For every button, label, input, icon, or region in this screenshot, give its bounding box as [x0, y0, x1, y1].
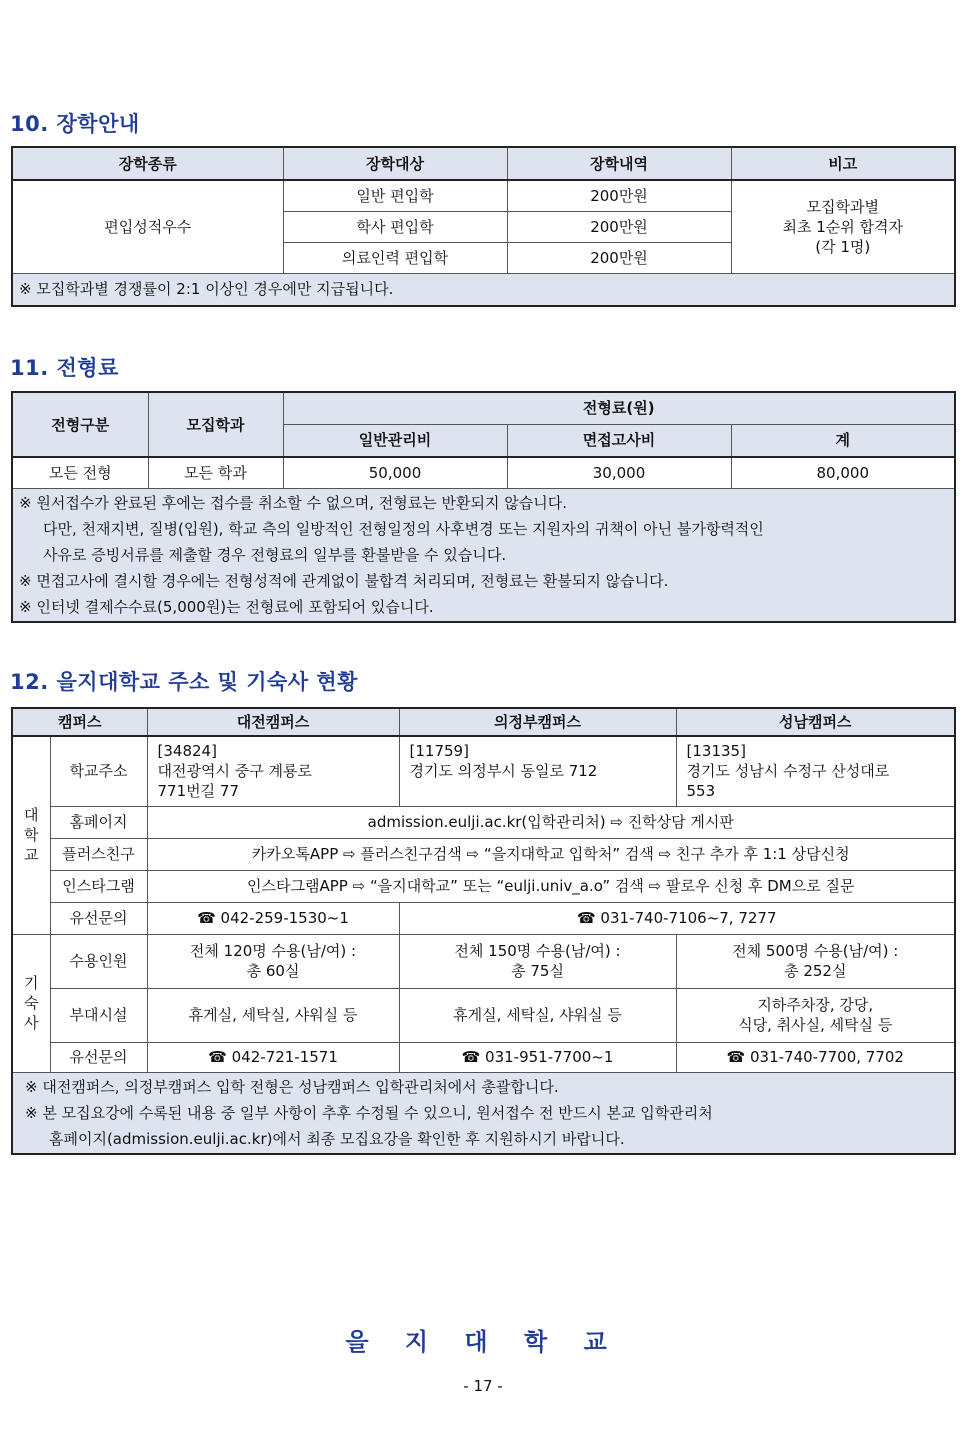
- col-header: 면접고사비: [507, 424, 731, 457]
- fee-interview: 30,000: [507, 457, 731, 488]
- col-header: 전형료(원): [283, 392, 955, 424]
- school-group-label: 대 학 교: [12, 736, 50, 934]
- row-label-school-phone: 유선문의: [50, 902, 147, 934]
- section-12-title: 12. 을지대학교 주소 및 기숙사 현황: [10, 670, 358, 694]
- capacity-uijeongbu: 전체 150명 수용(남/여) : 총 75실: [399, 934, 676, 988]
- col-header: 장학종류: [12, 147, 283, 180]
- fee-total: 80,000: [731, 457, 955, 488]
- homepage-value: admission.eulji.ac.kr(입학관리처) ⇨ 진학상담 게시판: [147, 806, 955, 838]
- campus-table: [11, 707, 956, 1155]
- col-header: 캠퍼스: [12, 708, 147, 736]
- row-label-plusfriend: 플러스친구: [50, 838, 147, 870]
- row-label-instagram: 인스타그램: [50, 870, 147, 902]
- row-label-facilities: 부대시설: [50, 988, 147, 1042]
- capacity-daejeon: 전체 120명 수용(남/여) : 총 60실: [147, 934, 399, 988]
- fee-table: [11, 391, 956, 623]
- col-header: 대전캠퍼스: [147, 708, 399, 736]
- fee-general: 50,000: [283, 457, 507, 488]
- address-daejeon: [34824] 대전광역시 중구 계룡로 771번길 77: [147, 736, 399, 806]
- scholarship-target: 의료인력 편입학: [283, 242, 507, 273]
- facilities-uijeongbu: 휴게실, 세탁실, 샤워실 등: [399, 988, 676, 1042]
- dorm-phone-uijeongbu: ☎ 031-951-7700~1: [399, 1042, 676, 1072]
- scholarship-target: 학사 편입학: [283, 211, 507, 242]
- col-header: 계: [731, 424, 955, 457]
- facilities-daejeon: 휴게실, 세탁실, 샤워실 등: [147, 988, 399, 1042]
- scholarship-target: 일반 편입학: [283, 180, 507, 211]
- section-10-title: 10. 장학안내: [10, 112, 140, 136]
- fee-dept: 모든 학과: [148, 457, 283, 488]
- school-phone-other: ☎ 031-740-7106~7, 7277: [399, 902, 955, 934]
- fee-notes: ※ 원서접수가 완료된 후에는 접수를 취소할 수 없으며, 전형료는 반환되지 않습니다. 다만, 천재지변, 질병(입원), 학교 측의 일방적인 전형일정의 사후변경 또는 지원자의 귀책이 아닌 불가항력적인 사유로 증빙서류를 제출할 경우 전형료의 일부를 환불받을 수 있습니다. ※ 면접고사에 결시할 경우에는 전형성적에 관계없이 불합격 처리되며, 전형료는 환불되지 않습니다. ※ 인터넷 결제수수료(5,000원)는 전형료에 포함되어 있습니다.: [12, 488, 955, 622]
- row-label-dorm-phone: 유선문의: [50, 1042, 147, 1072]
- page-number: - 17 -: [463, 1377, 503, 1395]
- fee-type: 모든 전형: [12, 457, 148, 488]
- address-uijeongbu: [11759] 경기도 의정부시 동일로 712: [399, 736, 676, 806]
- dorm-group-label: 기 숙 사: [12, 934, 50, 1072]
- plusfriend-value: 카카오톡APP ⇨ 플러스친구검색 ⇨ “을지대학교 입학처” 검색 ⇨ 친구 추가 후 1:1 상담신청: [147, 838, 955, 870]
- scholarship-remark: 모집학과별 최초 1순위 합격자 (각 1명): [731, 180, 955, 273]
- col-header: 의정부캠퍼스: [399, 708, 676, 736]
- scholarship-amount: 200만원: [507, 242, 731, 273]
- dorm-phone-daejeon: ☎ 042-721-1571: [147, 1042, 399, 1072]
- row-label-capacity: 수용인원: [50, 934, 147, 988]
- school-phone-daejeon: ☎ 042-259-1530~1: [147, 902, 399, 934]
- scholarship-amount: 200만원: [507, 180, 731, 211]
- col-header: 일반관리비: [283, 424, 507, 457]
- campus-notes: ※ 대전캠퍼스, 의정부캠퍼스 입학 전형은 성남캠퍼스 입학관리처에서 총괄합니다. ※ 본 모집요강에 수록된 내용 중 일부 사항이 추후 수정될 수 있으니, 원서접수 전 반드시 본교 입학관리처 홈페이지(admission.eulji.ac.kr)에서 최종 모집요강을 확인한 후 지원하시기 바랍니다.: [12, 1072, 955, 1154]
- scholarship-table: [11, 146, 956, 307]
- col-header: 장학내역: [507, 147, 731, 180]
- col-header: 비고: [731, 147, 955, 180]
- row-label-address: 학교주소: [50, 736, 147, 806]
- scholarship-note: ※ 모집학과별 경쟁률이 2:1 이상인 경우에만 지급됩니다.: [12, 273, 955, 306]
- dorm-phone-seongnam: ☎ 031-740-7700, 7702: [676, 1042, 955, 1072]
- col-header: 모집학과: [148, 392, 283, 457]
- capacity-seongnam: 전체 500명 수용(남/여) : 총 252실: [676, 934, 955, 988]
- scholarship-type: 편입성적우수: [12, 180, 283, 273]
- facilities-seongnam: 지하주차장, 강당, 식당, 취사실, 세탁실 등: [676, 988, 955, 1042]
- col-header: 장학대상: [283, 147, 507, 180]
- footer-school-name: 을 지 대 학 교: [345, 1328, 621, 1356]
- col-header: 성남캠퍼스: [676, 708, 955, 736]
- col-header: 전형구분: [12, 392, 148, 457]
- row-label-homepage: 홈페이지: [50, 806, 147, 838]
- scholarship-amount: 200만원: [507, 211, 731, 242]
- instagram-value: 인스타그램APP ⇨ “을지대학교” 또는 “eulji.univ_a.o” 검색 ⇨ 팔로우 신청 후 DM으로 질문: [147, 870, 955, 902]
- address-seongnam: [13135] 경기도 성남시 수정구 산성대로 553: [676, 736, 955, 806]
- section-11-title: 11. 전형료: [10, 356, 119, 380]
